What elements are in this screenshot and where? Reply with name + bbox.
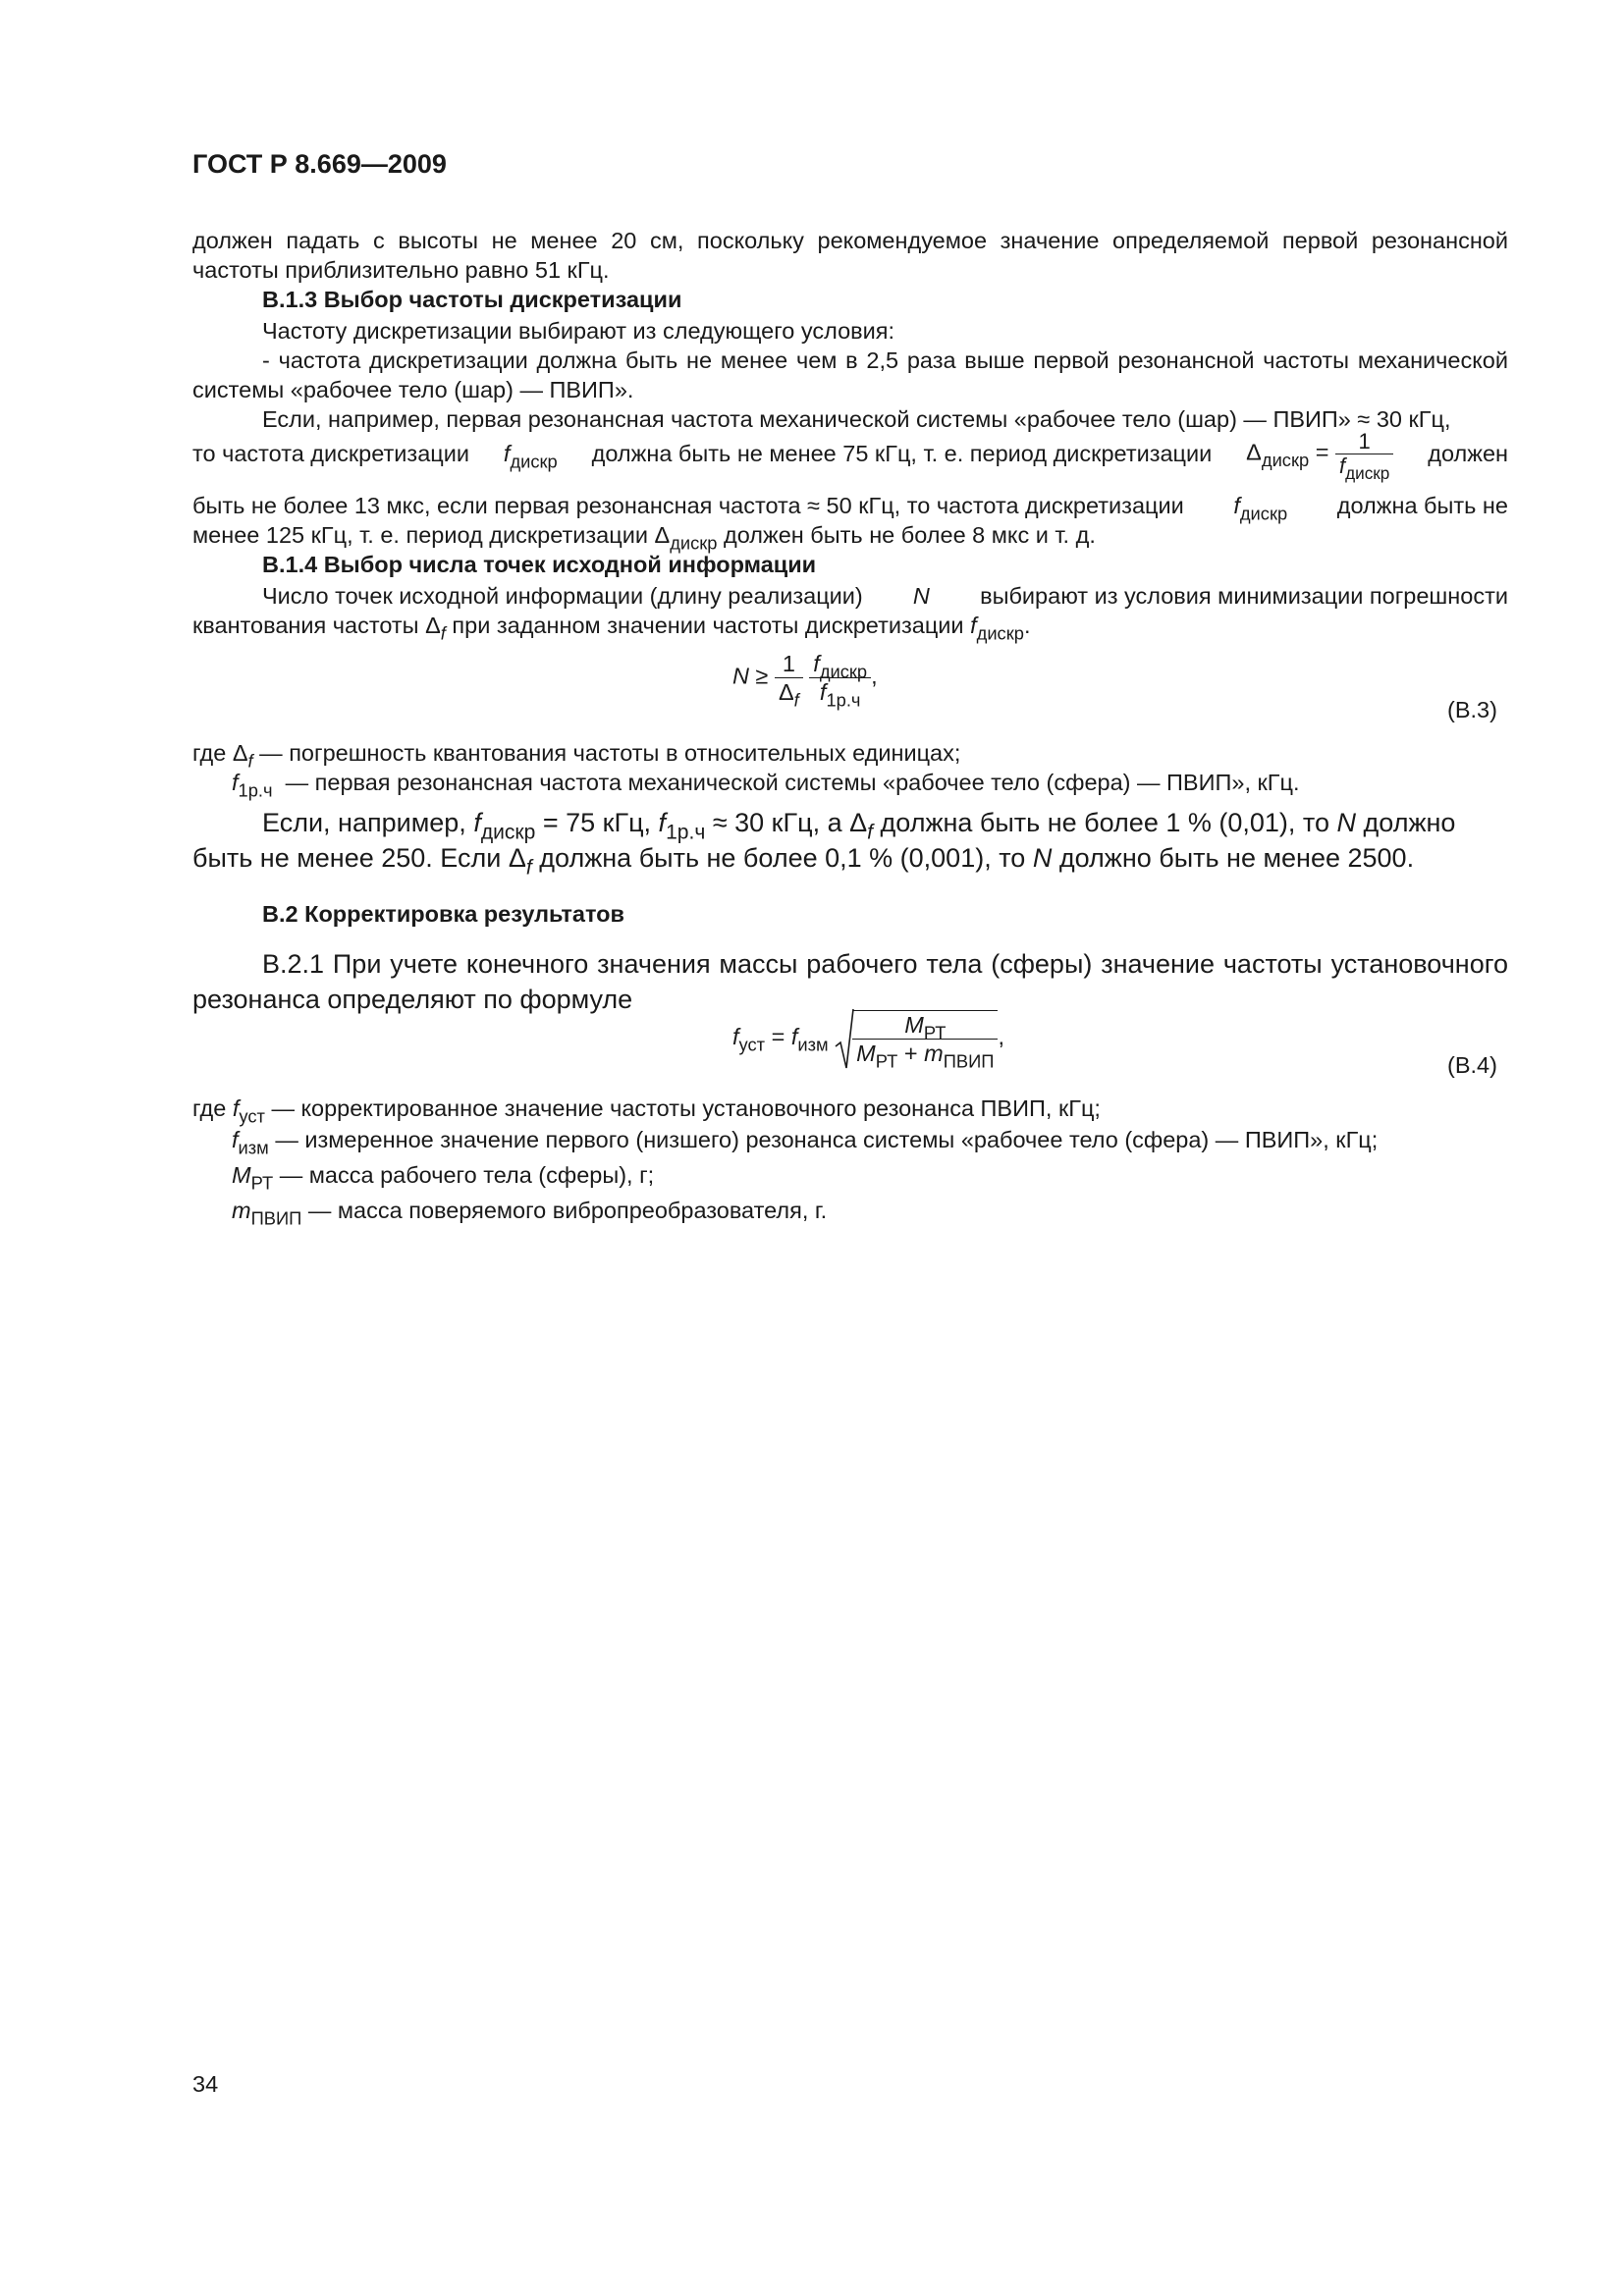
text-fragment: то частота дискретизации (192, 441, 469, 466)
paragraph-example-line4 (192, 520, 1508, 554)
legend-b4-line3: $M_{РТ}$ — масса рабочего тела (сферы), г; (232, 1162, 655, 1194)
paragraph-continuation: должен падать с высоты не менее 20 см, поскольку рекомендуемое значение определяемой первой резонансной частоты приблизительно равно 51 кГц. (192, 228, 1508, 283)
paragraph-example-line2 (192, 424, 1508, 483)
var-f-diskr: $f_{дискр}$ (1233, 493, 1288, 524)
var-delta-f: $\Delta_f$ (425, 613, 446, 644)
var-n: N (912, 583, 930, 609)
text-fragment: должен быть не более 8 мкс и т. д. (724, 522, 1096, 548)
text-fragment: должен (1428, 441, 1508, 466)
section-title-b2: В.2 Корректировка результатов (262, 901, 624, 927)
text-fragment: быть не более 13 мкс, если первая резонансная частота ≈ 50 кГц, то частота дискретизации (192, 493, 1184, 518)
formula-b3: N ≥ $\frac{1}{\Delta_f}$ $\frac{f_{дискр}}{f_{1р.ч}}$ , (732, 651, 878, 711)
paragraph-points-line2 (192, 611, 1508, 644)
text-fragment: квантования частоты (192, 613, 419, 638)
text-fragment: должна быть не (1336, 493, 1508, 518)
legend-b4-line1: где $f_{уст}$ — корректированное значение частоты установочного резонанса ПВИП, кГц; (192, 1095, 1101, 1127)
paragraph-example-line1: Если, например, первая резонансная частота механической системы «рабочее тело (шар) — ПВИП» ≈ 30 кГц, (262, 406, 1451, 432)
sqrt-sign (835, 1007, 854, 1070)
text-fragment: менее 125 кГц, т. е. период дискретизации (192, 522, 648, 548)
var-f-diskr: $f_{дискр}$. (970, 613, 1031, 644)
text-fragment: должна быть не менее 75 кГц, т. е. период дискретизации (591, 441, 1213, 466)
section-title-b14: В.1.4 Выбор числа точек исходной информации (262, 552, 817, 577)
paragraph-condition: - частота дискретизации должна быть не менее чем в 2,5 раза выше первой резонансной частоты механической системы «рабочее тело (шар) — ПВИП». (192, 347, 1508, 402)
equation-number-b4: (В.4) (1447, 1052, 1497, 1078)
paragraph-example-n: Если, например, $f_{дискр} = 75$ кГц, $f_{1р.ч} \approx 30$ кГц, а $\Delta_f$ должна быть не более 1 % (0,01), то N должно быть не менее 250. Если $\Delta_f$ должна быть не более 0,1 % (0,001), то N должно быть не менее 2500. (192, 808, 1456, 880)
paragraph-points-line1 (192, 581, 1508, 611)
paragraph-correction: В.2.1 При учете конечного значения массы рабочего тела (сферы) значение частоты установочного резонанса определяют по формуле (192, 949, 1508, 1014)
legend-b3-line2: $f_{1р.ч}$ — первая резонансная частота механической системы «рабочее тело (сфера) — ПВИП», кГц. (232, 770, 1300, 801)
text-fragment: при заданном значении частоты дискретизации (452, 613, 964, 638)
paragraph-example-line3 (192, 491, 1508, 524)
equation-number-b3: (В.3) (1447, 697, 1497, 722)
text-fragment: Число точек исходной информации (длину реализации) (262, 583, 863, 609)
section-title-b13: В.1.3 Выбор частоты дискретизации (262, 287, 682, 312)
page-number: 34 (192, 2071, 219, 2097)
legend-b3-line1: где $\Delta_f$ — погрешность квантования частоты в относительных единицах; (192, 740, 961, 772)
var-f-diskr: $f_{дискр}$ (503, 441, 558, 472)
formula-b4: $f_{уст} = f_{изм}$ $\frac{M_{РТ}}{M_{РТ} + m_{ПВИП}}$ , (732, 1007, 1004, 1070)
legend-b4-line4: $m_{ПВИП}$ — масса поверяемого вибропреобразователя, г. (232, 1198, 828, 1229)
paragraph-condition-intro: Частоту дискретизации выбирают из следующего условия: (262, 318, 895, 344)
formula-period: $\Delta_{дискр}$ = $\frac{1}{f_{дискр}}$ (1246, 430, 1393, 478)
text-fragment: выбирают из условия минимизации погрешности (980, 583, 1508, 609)
doc-header: ГОСТ Р 8.669—2009 (192, 149, 447, 179)
var-delta-diskr: $\Delta_{дискр}$ (654, 522, 718, 554)
legend-b4-line2: $f_{изм}$ — измеренное значение первого (низшего) резонанса системы «рабочее тело (сфера) — ПВИП», кГц; (232, 1127, 1379, 1158)
